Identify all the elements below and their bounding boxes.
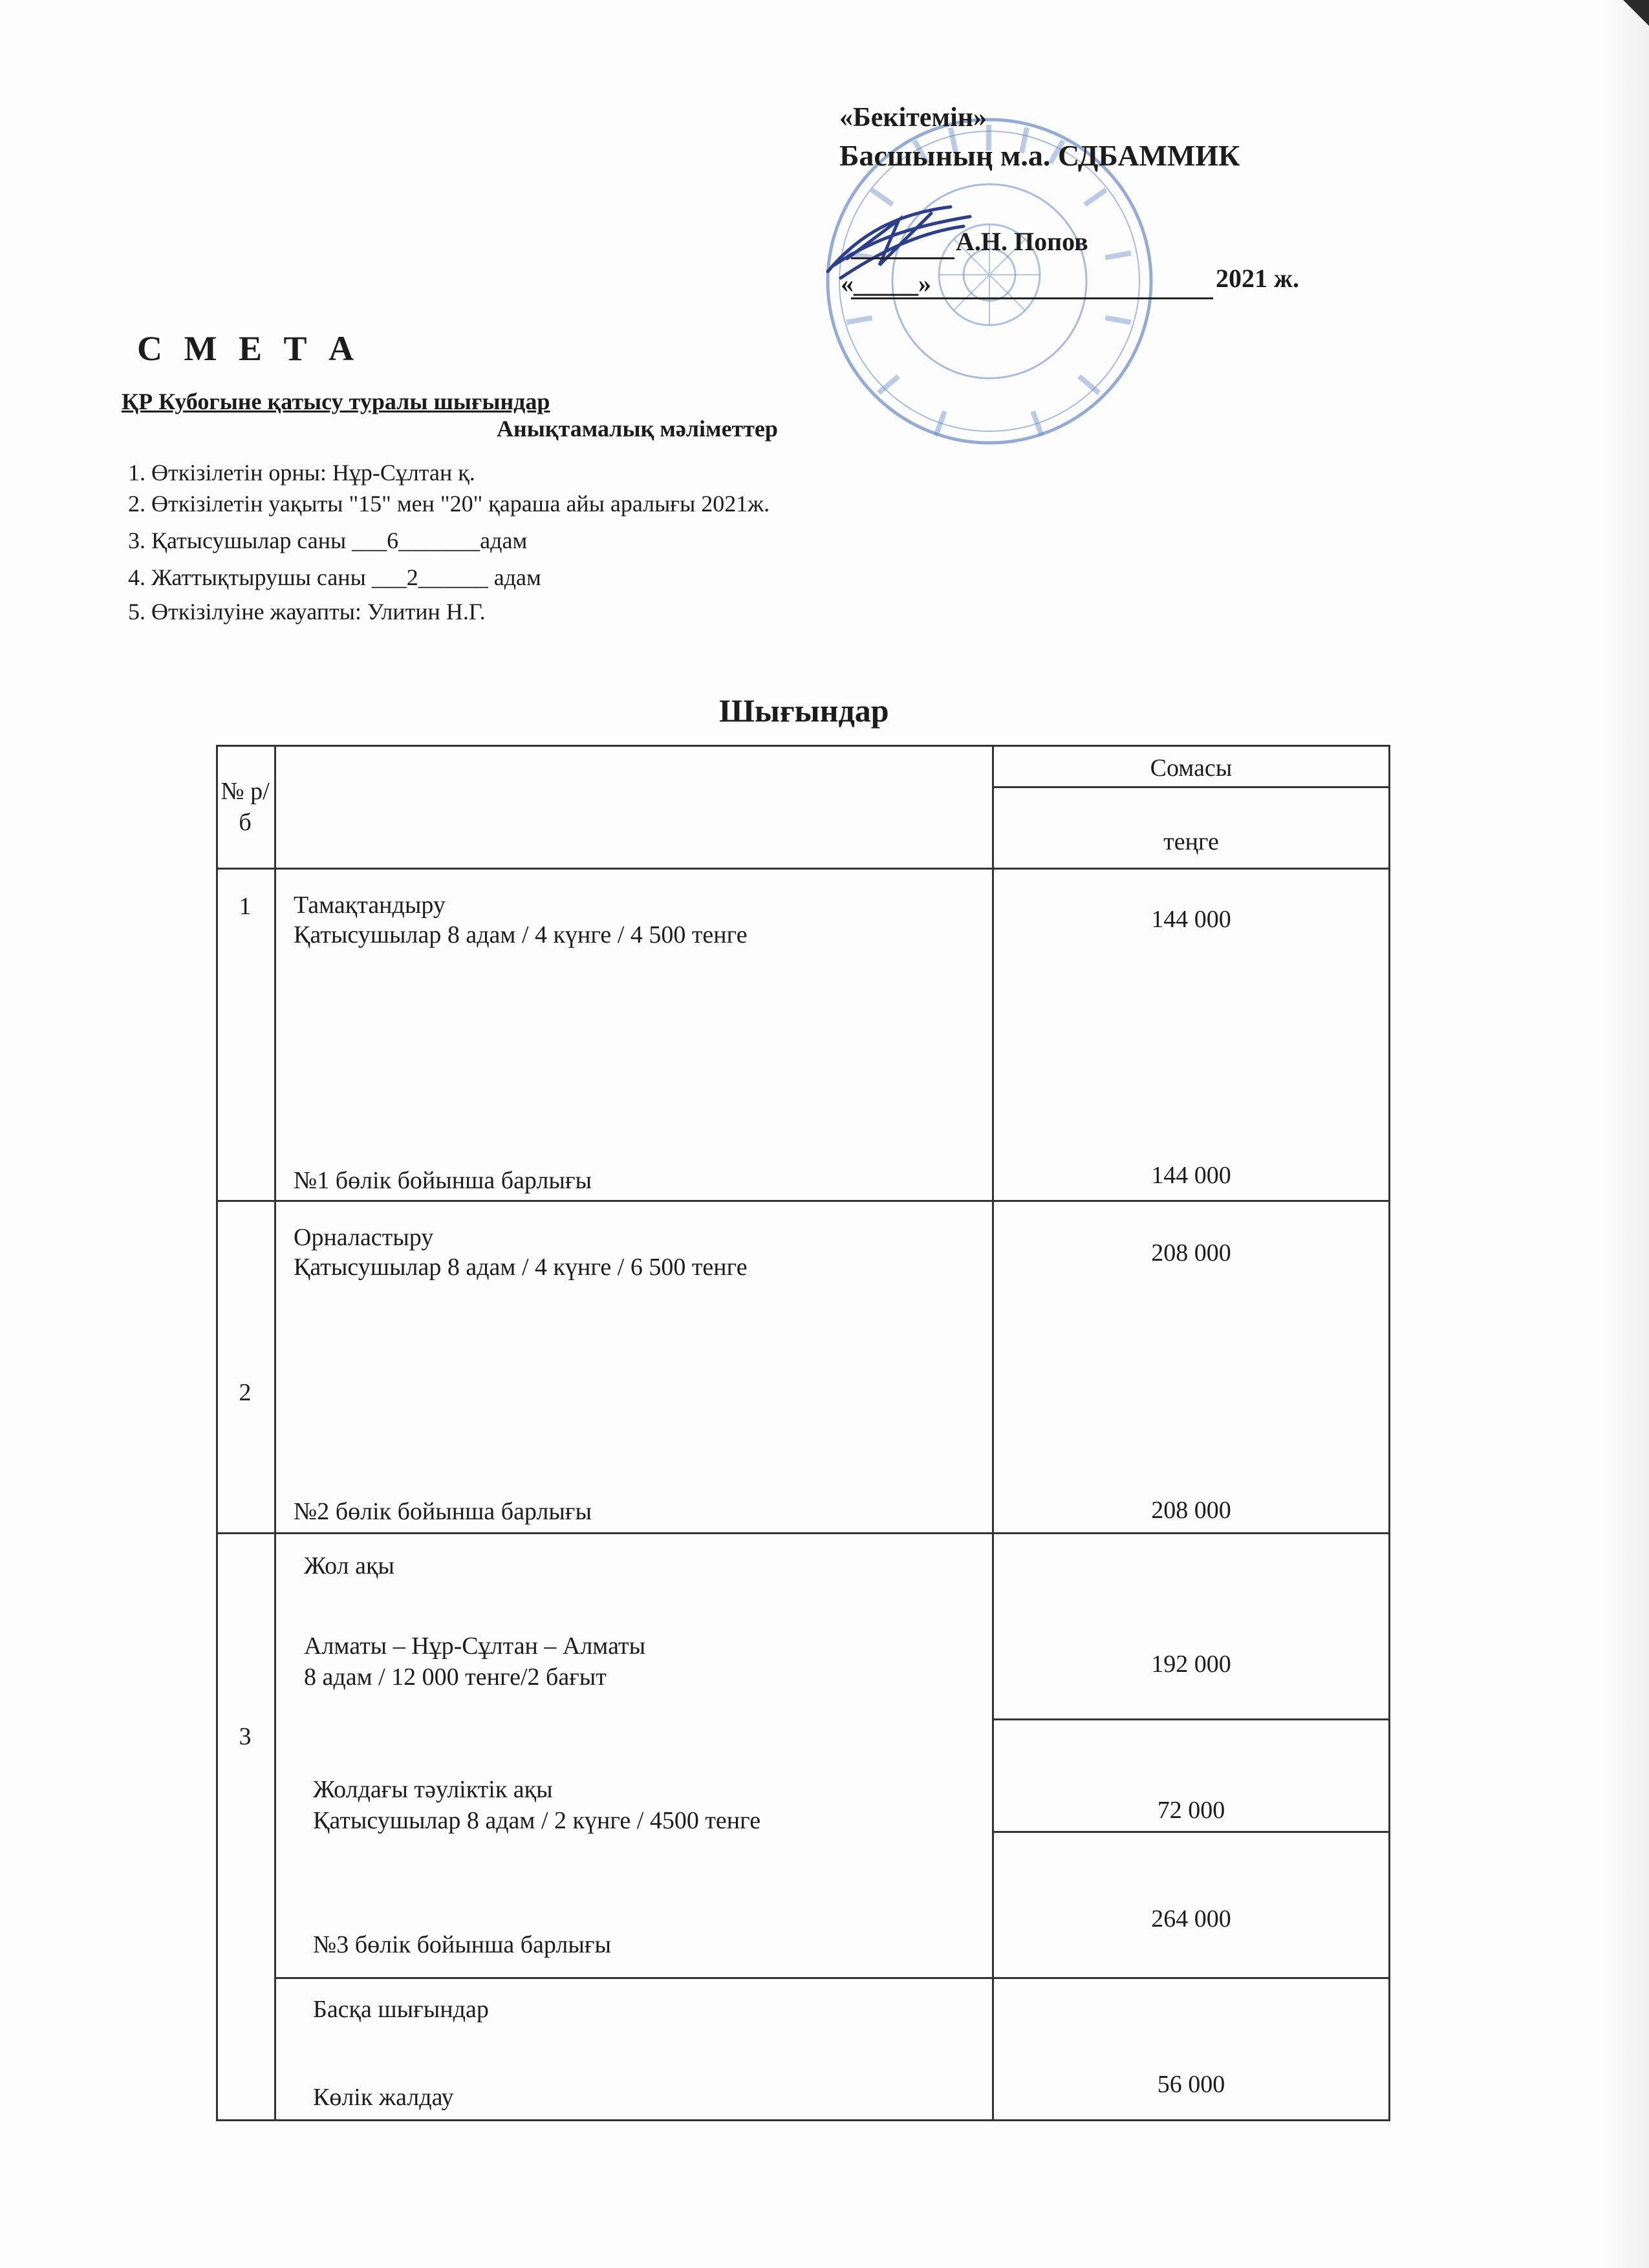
section-total-label: №3 бөлік бойынша барлығы bbox=[313, 1931, 612, 1958]
row-number: 1 bbox=[239, 893, 252, 920]
row-number: 2 bbox=[239, 1379, 252, 1406]
section-title: Жол ақы bbox=[304, 1552, 394, 1579]
expenses-table bbox=[216, 745, 1390, 2121]
header-number: № р/б bbox=[221, 778, 270, 836]
info-line: 1. Өткізілетін орны: Нұр-Сұлтан қ. bbox=[128, 460, 475, 486]
expenses-heading: Шығындар bbox=[719, 692, 889, 729]
document-title: С М Е Т А bbox=[137, 329, 360, 368]
row-divider bbox=[216, 1532, 1390, 1534]
document-subtitle: ҚР Кубогыне қатысу туралы шығындар bbox=[122, 389, 550, 414]
approval-role: Басшының м.а. СДБАММИК bbox=[839, 139, 1240, 172]
info-line: 3. Қатысушылар саны ___6_______адам bbox=[128, 528, 528, 553]
info-line: 5. Өткізілуіне жауапты: Улитин Н.Г. bbox=[128, 599, 486, 625]
route-amount: 192 000 bbox=[1151, 1651, 1231, 1678]
row-number: 3 bbox=[239, 1723, 252, 1750]
approval-title: «Бекітемін» bbox=[839, 103, 987, 133]
daily-detail: Қатысушылар 8 адам / 2 күнге / 4500 тенге bbox=[313, 1807, 761, 1834]
date-line bbox=[851, 297, 1213, 299]
section-total: 144 000 bbox=[1151, 1162, 1231, 1189]
other-amount: 56 000 bbox=[1157, 2071, 1225, 2098]
daily-title: Жолдағы тәуліктік ақы bbox=[313, 1776, 553, 1803]
route: Алматы – Нұр-Сұлтан – Алматы bbox=[304, 1632, 646, 1660]
scan-edge-shadow bbox=[1604, 0, 1649, 2268]
section-detail: Қатысушылар 8 адам / 4 күнге / 6 500 тенге bbox=[294, 1254, 748, 1281]
approver-name: А.Н. Попов bbox=[956, 227, 1088, 256]
row-divider bbox=[216, 868, 1390, 870]
table-border bbox=[216, 745, 1390, 747]
section-total: 208 000 bbox=[1151, 1497, 1231, 1524]
column-divider bbox=[274, 745, 276, 2121]
other-item: Көлік жалдау bbox=[313, 2084, 454, 2111]
header-sum: Сомасы bbox=[1150, 754, 1233, 782]
info-heading: Анықтамалық мәліметтер bbox=[497, 416, 778, 442]
header-currency: теңге bbox=[1163, 828, 1219, 855]
row-divider bbox=[274, 1977, 1390, 1979]
section-total-label: №1 бөлік бойынша барлығы bbox=[294, 1167, 592, 1194]
row-divider bbox=[216, 1200, 1390, 1202]
section-amount: 144 000 bbox=[1151, 906, 1231, 933]
row-divider bbox=[992, 1718, 1390, 1720]
info-line: 4. Жаттықтырушы саны ___2______ адам bbox=[128, 564, 541, 590]
section-title: Тамақтандыру bbox=[294, 892, 446, 919]
daily-amount: 72 000 bbox=[1157, 1797, 1225, 1824]
table-border bbox=[216, 745, 218, 2121]
section-total-label: №2 бөлік бойынша барлығы bbox=[294, 1498, 592, 1525]
row-divider bbox=[992, 786, 1390, 788]
approval-date: «_____» bbox=[841, 269, 931, 298]
section-title: Орналастыру bbox=[294, 1224, 434, 1251]
table-border bbox=[216, 2119, 1390, 2121]
section-total: 264 000 bbox=[1151, 1905, 1231, 1932]
route-detail: 8 адам / 12 000 тенге/2 бағыт bbox=[304, 1664, 607, 1691]
scan-corner bbox=[1623, 0, 1649, 26]
signature-line bbox=[851, 257, 954, 259]
info-line: 2. Өткізілетін уақыты "15" мен "20" қараша айы аралығы 2021ж. bbox=[128, 491, 770, 517]
section-amount: 208 000 bbox=[1151, 1239, 1231, 1267]
section-title: Басқа шығындар bbox=[313, 1996, 489, 2023]
row-divider bbox=[992, 1831, 1390, 1833]
section-detail: Қатысушылар 8 адам / 4 күнге / 4 500 тенге bbox=[294, 921, 748, 948]
approval-year: 2021 ж. bbox=[1216, 264, 1300, 293]
